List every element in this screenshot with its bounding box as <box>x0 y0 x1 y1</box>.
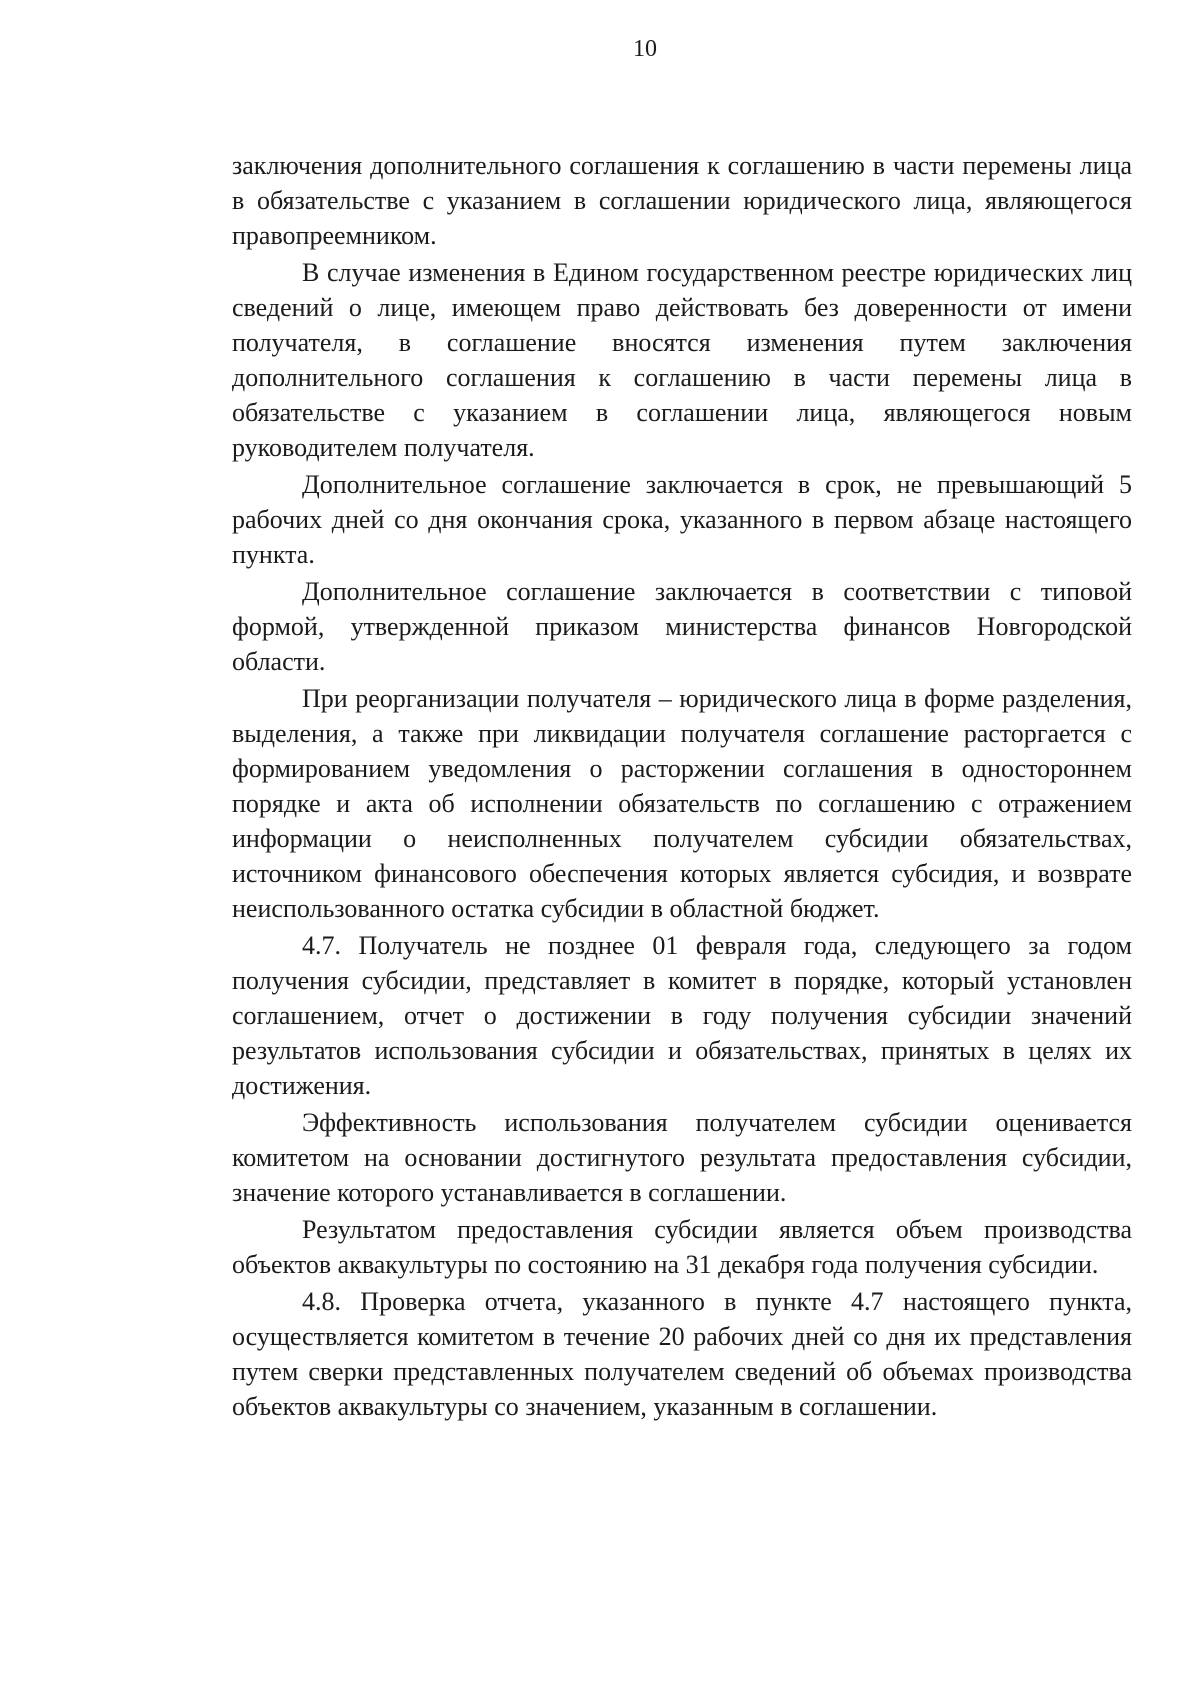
paragraph-4-8-verification: 4.8. Проверка отчета, указанного в пункте 4.7 настоящего пункта, осуществляется комитетом в течение 20 рабочих дней со дня их представления путем сверки представленных получателем сведений об объемах производства объектов аквакультуры со значением, указанным в соглашении. <box>232 1287 1132 1421</box>
document-body <box>232 148 1132 1424</box>
paragraph-reorganization: При реорганизации получателя – юридического лица в форме разделения, выделения, а также при ликвидации получателя соглашение расторгается с формированием уведомления о расторжении соглашения в одностороннем порядке и акта об исполнении обязательств по соглашению с отражением информации о неисполненных получателем субсидии обязательствах, источником финансового обеспечения которых является субсидия, и возврате неиспользованного остатка субсидии в областной бюджет. <box>232 684 1132 923</box>
paragraph-continuation: заключения дополнительного соглашения к соглашению в части перемены лица в обязательстве с указанием в соглашении юридического лица, являющегося правопреемником. <box>232 151 1132 250</box>
paragraph-additional-agreement-form: Дополнительное соглашение заключается в соответствии с типовой формой, утвержденной приказом министерства финансов Новгородской области. <box>232 577 1132 676</box>
paragraph-additional-agreement-term: Дополнительное соглашение заключается в срок, не превышающий 5 рабочих дней со дня окончания срока, указанного в первом абзаце настоящего пункта. <box>232 470 1132 569</box>
paragraph-4-7-report: 4.7. Получатель не позднее 01 февраля года, следующего за годом получения субсидии, представляет в комитет в порядке, который установлен соглашением, отчет о достижении в году получения субсидии значений результатов использования субсидии и обязательствах, принятых в целях их достижения. <box>232 931 1132 1100</box>
paragraph-egrul-change: В случае изменения в Едином государственном реестре юридических лиц сведений о лице, имеющем право действовать без доверенности от имени получателя, в соглашение вносятся изменения путем заключения дополнительного соглашения к соглашению в части перемены лица в обязательстве с указанием в соглашении лица, являющегося новым руководителем получателя. <box>232 258 1132 462</box>
paragraph-result: Результатом предоставления субсидии является объем производства объектов аквакультуры по состоянию на 31 декабря года получения субсидии. <box>232 1215 1132 1279</box>
page-number: 10 <box>633 36 657 62</box>
paragraph-efficiency: Эффективность использования получателем субсидии оценивается комитетом на основании достигнутого результата предоставления субсидии, значение которого устанавливается в соглашении. <box>232 1108 1132 1207</box>
